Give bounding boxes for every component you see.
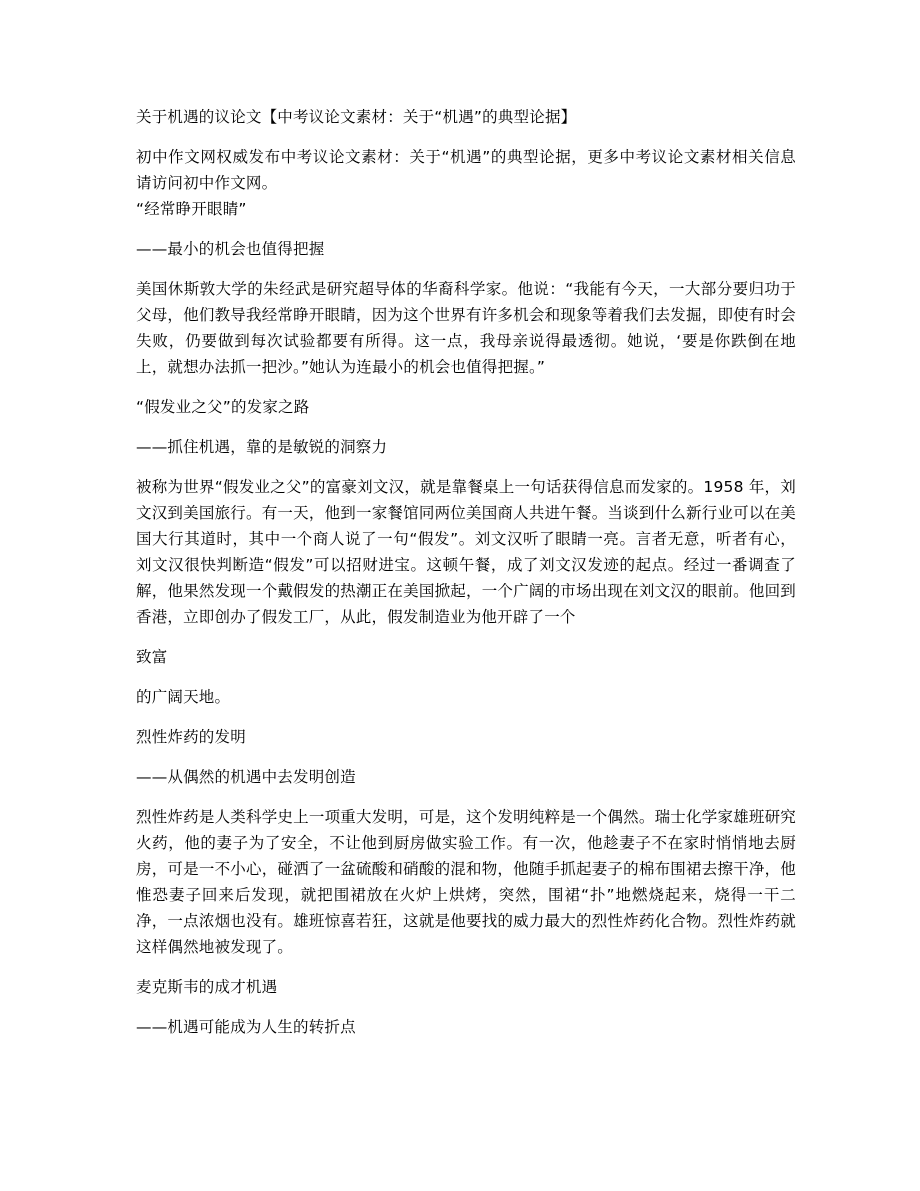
document-title: 关于机遇的议论文【中考议论文素材：关于“机遇”的典型论据】 (136, 108, 577, 126)
section-3-body: 烈性炸药是人类科学史上一项重大发明，可是，这个发明纯粹是一个偶然。瑞士化学家雄班研究火药，他的妻子为了安全，不让他到厨房做实验工作。有一次，他趁妻子不在家时悄悄地去厨房，可是一不小心，碰洒了一盆硫酸和硝酸的混和物，他随手抓起妻子的棉布围裙去擦干净，他惟恐妻子回来后发现，就把围裙放在火炉上烘烤，突然，围裙“扑”地燃烧起来，烧得一干二净，一点浓烟也没有。雄班惊喜若狂，这就是他要找的威力最大的烈性炸药化合物。烈性炸药就这样偶然地被发现了。 (136, 808, 796, 956)
section-2-body: 被称为世界“假发业之父”的富豪刘文汉，就是靠餐桌上一句话获得信息而发家的。1958 年，刘文汉到美国旅行。有一天，他到一家餐馆同两位美国商人共进午餐。当谈到什么新行业可以在美国大行其道时，其中一个商人说了一句“假发”。刘文汉听了眼睛一亮。言者无意，听者有心，刘文汉很快判断造“假发”可以招财进宝。这顿午餐，成了刘文汉发迹的起点。经过一番调查了解，他果然发现一个戴假发的热潮正在美国掀起，一个广阔的市场出现在刘文汉的眼前。他回到香港，立即创办了假发工厂，从此，假发制造业为他开辟了一个 (136, 478, 796, 626)
section-3-heading: 烈性炸药的发明 (136, 728, 246, 746)
section-1-subheading: ——最小的机会也值得把握 (136, 240, 325, 258)
section-3-subheading: ——从偶然的机遇中去发明创造 (136, 768, 356, 786)
intro-paragraph: 初中作文网权威发布中考议论文素材：关于“机遇”的典型论据，更多中考议论文素材相关信息请访问初中作文网。 (136, 148, 796, 192)
section-4-heading: 麦克斯韦的成才机遇 (136, 978, 278, 996)
section-2-heading: “假发业之父”的发家之路 (136, 398, 310, 416)
section-4-subheading: ——机遇可能成为人生的转折点 (136, 1018, 356, 1036)
section-2-continuation-2: 的广阔天地。 (136, 688, 231, 706)
section-2-continuation-1: 致富 (136, 648, 168, 666)
document-page (136, 104, 796, 1054)
section-1-body: 美国休斯敦大学的朱经武是研究超导体的华裔科学家。他说：“我能有今天，一大部分要归功于父母，他们教导我经常睁开眼睛，因为这个世界有许多机会和现象等着我们去发掘，即使有时会失败，仍要做到每次试验都要有所得。这一点，我母亲说得最透彻。她说，‘要是你跌倒在地上，就想办法抓一把沙。”她认为连最小的机会也值得把握。” (136, 280, 796, 376)
section-1-heading: “经常睁开眼睛” (136, 200, 247, 218)
section-2-subheading: ——抓住机遇，靠的是敏锐的洞察力 (136, 438, 388, 456)
